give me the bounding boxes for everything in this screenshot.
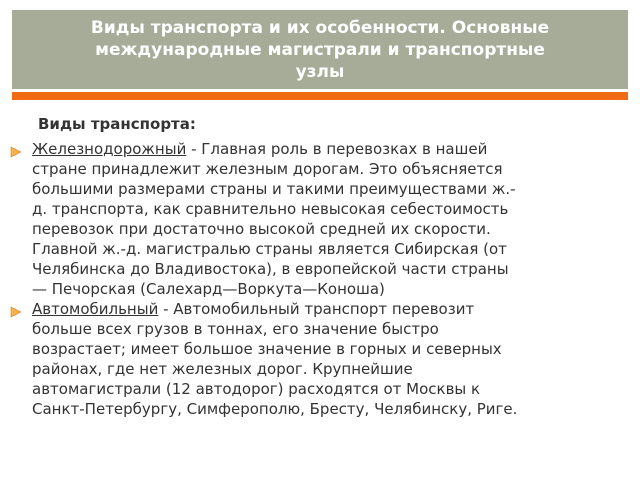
bullet-text-line: стране принадлежит железным дорогам. Это объясняется: [32, 160, 503, 178]
bullet-text: - Автомобильный транспорт перевозит: [158, 300, 475, 318]
title-bar: [12, 10, 628, 89]
bullet-text-line: д. транспорта, как сравнительно невысокая себестоимость: [32, 200, 509, 218]
bullet-text-line: перевозок при достаточно высокой средней их скорости.: [32, 220, 491, 238]
slide-title: [91, 17, 549, 83]
bullet-item-road: [10, 299, 618, 419]
bullet-first-line: [32, 299, 618, 319]
accent-bar: [12, 92, 628, 100]
bullet-marker-icon: [10, 303, 22, 315]
bullet-text-line: возрастает; имеет большое значение в горных и северных: [32, 340, 502, 358]
bullet-text: - Главная роль в перевозках в нашей: [186, 140, 488, 158]
slide-title-line: узлы: [295, 61, 345, 82]
bullet-text-line: Челябинска до Владивостока), в европейской части страны: [32, 260, 509, 278]
bullet-text-line: районах, где нет железных дорог. Крупнейшие: [32, 360, 413, 378]
bullet-text-line: больше всех грузов в тоннах, его значение быстро: [32, 320, 439, 338]
slide-title-line: Виды транспорта и их особенности. Основные: [90, 17, 550, 38]
bullet-marker-icon: [10, 143, 22, 155]
bullet-text-line: автомагистрали (12 автодорог) расходятся от Москвы к: [32, 380, 481, 398]
bullet-text-line: большими размерами страны и такими преимуществами ж.-: [32, 180, 516, 198]
content-area: [32, 114, 618, 419]
bullet-term: Автомобильный: [32, 300, 159, 318]
bullet-list: [32, 139, 618, 419]
bullet-first-line: [32, 139, 618, 159]
bullet-item-railway: [10, 139, 618, 299]
bullet-text-line: — Печорская (Салехард—Воркута—Коноша): [32, 280, 385, 298]
bullet-text-line: Санкт-Петербургу, Симферополю, Бресту, Челябинску, Риге.: [32, 400, 518, 418]
bullet-term: Железнодорожный: [32, 140, 187, 158]
bullet-text-line: Главной ж.-д. магистралью страны является Сибирская (от: [32, 240, 507, 258]
section-heading: Виды транспорта:: [38, 115, 196, 133]
slide-title-line: международные магистрали и транспортные: [95, 39, 545, 60]
